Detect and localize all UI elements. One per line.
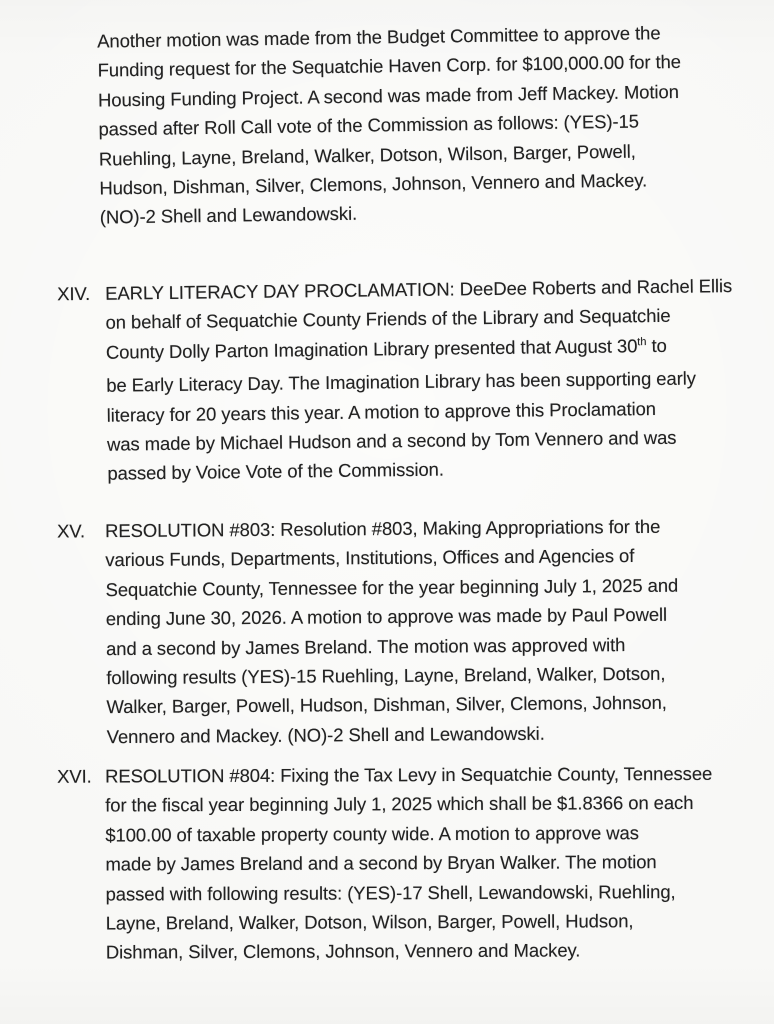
intro-paragraph-text: Another motion was made from the Budget Committee to approve the Funding request for the Sequatchie Haven Corp. for $100,000.00 for the Housing Funding Project. A second was made from Jeff Mackey. Motion passed after Roll Call vote of the Commission as follows: (YES)-15 Ruehling, Layne, Breland, Walker, Dotson, Wilson, Barger, Powell, Hudson, Dishman, Silver, Clemons, Johnson, Vennero and Mackey. (NO)-2 Shell and Lewandowski. bbox=[97, 22, 682, 228]
agenda-item-xiv bbox=[0, 271, 774, 485]
item-xiv-text-before-sup: EARLY LITERACY DAY PROCLAMATION: DeeDee Roberts and Rachel Ellis on behalf of Sequatchie County Friends of the Library and Sequatchie County Dolly Parton Imagination Library presented that August 30 bbox=[105, 275, 733, 363]
item-xiv-numeral: XIV. bbox=[57, 282, 91, 305]
item-xvi-numeral: XVI. bbox=[57, 765, 92, 787]
item-xv-numeral: XV. bbox=[57, 520, 86, 542]
item-xv-text: RESOLUTION #803: Resolution #803, Making Appropriations for the various Funds, Departments, Institutions, Offices and Agencies of Sequatchie County, Tennessee for the year beginning July 1, 2025 and ending June 30, 2026. A motion to approve was made by Paul Powell and a second by James Breland. The motion was approved with following results (YES)-15 Ruehling, Layne, Breland, Walker, Dotson, Walker, Barger, Powell, Hudson, Dishman, Silver, Clemons, Johnson, Vennero and Mackey. (NO)-2 Shell and Lewandowski. bbox=[105, 515, 679, 748]
item-xiv-text-after-sup: to be Early Literacy Day. The Imagination Library has been supporting early literacy for 20 years this year. A motion to approve this Proclamation was made by Michael Hudson and a second by Tom Vennero and was passed by Voice Vote of the Commission. bbox=[106, 334, 696, 485]
agenda-item-xv bbox=[0, 511, 774, 748]
agenda-item-xvi bbox=[0, 759, 774, 963]
intro-paragraph bbox=[0, 17, 774, 228]
ordinal-th-superscript: th bbox=[637, 335, 647, 349]
item-xiv-text bbox=[105, 271, 768, 489]
item-xvi-text: RESOLUTION #804: Fixing the Tax Levy in Sequatchie County, Tennessee for the fiscal year beginning July 1, 2025 which shall be $1.8366 on each $100.00 of taxable property county wide. A motion to approve was made by James Breland and a second by Bryan Walker. The motion passed with following results: (YES)-17 Shell, Lewandowski, Ruehling, Layne, Breland, Walker, Dotson, Wilson, Barger, Powell, Hudson, Dishman, Silver, Clemons, Johnson, Vennero and Mackey. bbox=[105, 762, 713, 963]
